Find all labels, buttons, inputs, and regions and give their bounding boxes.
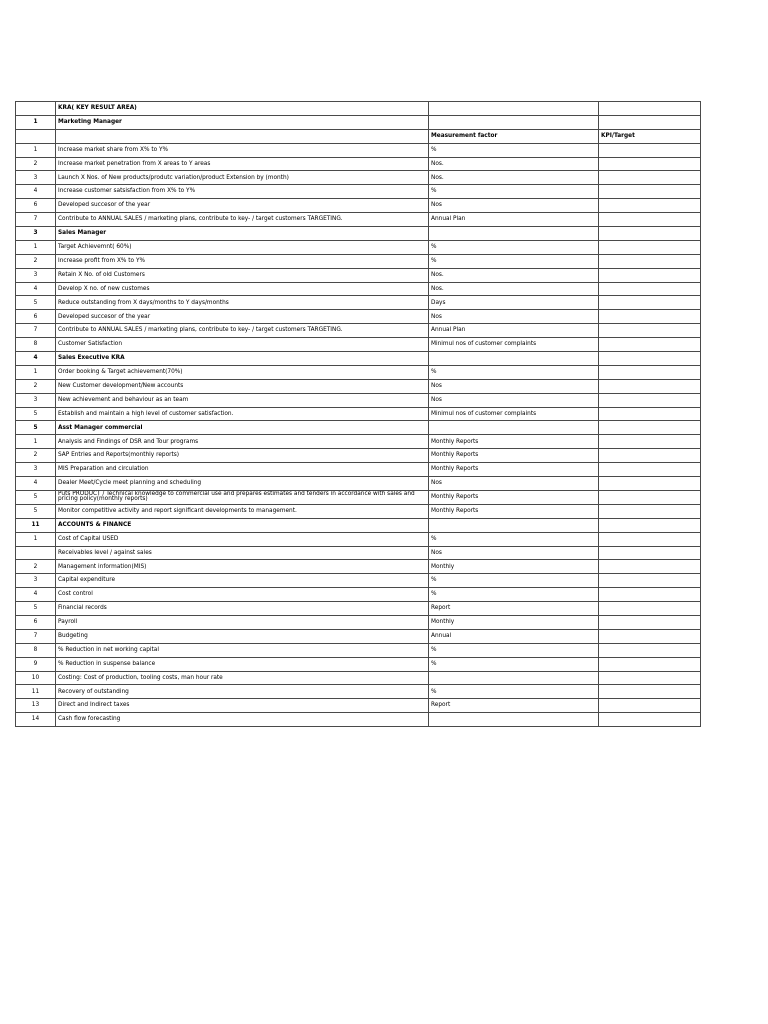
table-row [16,365,701,379]
measurement-factor: Monthly Reports [429,435,599,449]
kpi-target [599,532,701,546]
measurement-factor: Nos. [429,157,599,171]
measurement-factor: Monthly Reports [429,504,599,518]
item-number: 5 [16,407,56,421]
measurement-factor: Nos. [429,171,599,185]
measurement-factor: % [429,657,599,671]
kpi-target [599,574,701,588]
kra-description: New achievement and behaviour as an team [56,393,429,407]
table-row [16,588,701,602]
table-row [16,574,701,588]
item-number: 1 [16,143,56,157]
measurement-factor: % [429,532,599,546]
kpi-target [599,588,701,602]
kra-description: Retain X No. of old Customers [56,268,429,282]
measurement-factor: Monthly [429,560,599,574]
measurement-factor [429,518,599,532]
item-number: 11 [16,685,56,699]
kra-sheet [15,101,701,727]
kpi-target [599,685,701,699]
section-number: 1 [16,115,56,129]
item-number: 5 [16,296,56,310]
measurement-factor: Nos [429,379,599,393]
table-row [16,240,701,254]
table-row [16,699,701,713]
item-number: 9 [16,657,56,671]
item-number: 6 [16,310,56,324]
table-row [16,282,701,296]
table-row [16,407,701,421]
item-number: 5 [16,504,56,518]
section-title: Marketing Manager [56,115,429,129]
kpi-target [599,143,701,157]
kpi-target [599,421,701,435]
section-number: 5 [16,421,56,435]
section-row [16,115,701,129]
measurement-factor: % [429,643,599,657]
kra-description: Order booking & Target achievement(70%) [56,365,429,379]
kra-description: Customer Satisfaction [56,338,429,352]
section-number: 4 [16,352,56,366]
item-number: 1 [16,435,56,449]
item-number: 6 [16,199,56,213]
kpi-target [599,671,701,685]
kpi-target [599,449,701,463]
kpi-target [599,393,701,407]
kpi-target [599,310,701,324]
kpi-target [599,435,701,449]
item-number: 14 [16,713,56,727]
item-number: 2 [16,157,56,171]
kra-description: Analysis and Findings of DSR and Tour programs [56,435,429,449]
kpi-target [599,199,701,213]
kra-description: Increase market share from X% to Y% [56,143,429,157]
measurement-factor: Monthly Reports [429,449,599,463]
kpi-target [599,324,701,338]
kra-description: Direct and Indirect taxes [56,699,429,713]
kra-description: Receivables level / against sales [56,546,429,560]
measurement-factor [429,671,599,685]
measurement-factor [429,713,599,727]
kpi-target [599,185,701,199]
kpi-target [599,643,701,657]
measurement-factor: % [429,240,599,254]
measurement-factor: % [429,185,599,199]
section-row [16,352,701,366]
section-title: Sales Executive KRA [56,352,429,366]
kpi-target [599,699,701,713]
kpi-target [599,213,701,227]
table-row [16,532,701,546]
measurement-factor: Annual [429,629,599,643]
kpi-target [599,546,701,560]
measurement-factor: % [429,365,599,379]
table-row [16,143,701,157]
measurement-factor: Nos [429,393,599,407]
kpi-target [599,657,701,671]
kpi-target [599,171,701,185]
kra-description: Puts PRODUCT / Technical knowledge to commercial use and prepares estimates and tenders in accordance with sales and pricing policy(monthly reports) [56,490,429,504]
table-row [16,268,701,282]
measurement-factor: Nos. [429,268,599,282]
table-row [16,657,701,671]
kra-description: Developed succesor of the year [56,199,429,213]
measurement-factor: % [429,143,599,157]
item-number: 4 [16,185,56,199]
item-number: 2 [16,254,56,268]
item-number: 13 [16,699,56,713]
kpi-target [599,352,701,366]
measurement-factor [429,227,599,241]
kra-description: Developed succesor of the year [56,310,429,324]
kra-description: % Reduction in net working capital [56,643,429,657]
item-number: 1 [16,240,56,254]
title-row [16,102,701,116]
kra-description: Recovery of outstanding [56,685,429,699]
kpi-target [599,615,701,629]
kra-description: Monitor competitive activity and report significant developments to management. [56,504,429,518]
measurement-factor: % [429,588,599,602]
item-number [16,546,56,560]
table-row [16,477,701,491]
measurement-factor: Monthly Reports [429,490,599,504]
blank-cell [16,129,56,143]
kra-description: Target Achievemnt( 60%) [56,240,429,254]
kra-description: New Customer development/New accounts [56,379,429,393]
table-row [16,463,701,477]
item-number: 7 [16,629,56,643]
kra-description: Financial records [56,602,429,616]
measurement-factor: Report [429,602,599,616]
measurement-factor: Nos [429,199,599,213]
table-row [16,324,701,338]
item-number: 7 [16,324,56,338]
measurement-factor [429,352,599,366]
item-number: 3 [16,463,56,477]
kra-description: Dealer Meet/Cycle meet planning and scheduling [56,477,429,491]
item-number: 1 [16,532,56,546]
measurement-factor: Nos [429,546,599,560]
measurement-factor: Minimul nos of customer complaints [429,407,599,421]
section-title: ACCOUNTS & FINANCE [56,518,429,532]
kpi-target [599,282,701,296]
kpi-target [599,254,701,268]
item-number: 3 [16,171,56,185]
measurement-factor: % [429,254,599,268]
kpi-target [599,296,701,310]
measurement-factor: Days [429,296,599,310]
table-row [16,199,701,213]
item-number: 5 [16,490,56,504]
table-row [16,185,701,199]
blank-cell [16,102,56,116]
table-row [16,504,701,518]
section-row [16,421,701,435]
kpi-target [599,518,701,532]
kpi-target [599,560,701,574]
measurement-factor: Nos [429,477,599,491]
kra-description: Costing: Cost of production, tooling costs, man hour rate [56,671,429,685]
kpi-target [599,379,701,393]
measurement-factor [429,421,599,435]
kra-description: MIS Preparation and circulation [56,463,429,477]
item-number: 1 [16,365,56,379]
kra-description: Establish and maintain a high level of customer satisfaction. [56,407,429,421]
table-row [16,171,701,185]
kpi-target-header: KPI/Target [599,129,701,143]
item-number: 2 [16,560,56,574]
kra-description: Contribute to ANNUAL SALES / marketing plans, contribute to key- / target customers TARGETING. [56,324,429,338]
section-row [16,227,701,241]
measurement-factor: Annual Plan [429,213,599,227]
item-number: 3 [16,268,56,282]
measurement-factor: Nos. [429,282,599,296]
table-row [16,449,701,463]
kpi-target [599,490,701,504]
kra-description: Cash flow forecasting [56,713,429,727]
section-number: 3 [16,227,56,241]
kra-description: Payroll [56,615,429,629]
kra-description: Increase profit from X% to Y% [56,254,429,268]
measurement-factor: % [429,685,599,699]
kra-description: Increase market penetration from X areas to Y areas [56,157,429,171]
item-number: 5 [16,602,56,616]
kra-description: Develop X no. of new customes [56,282,429,296]
kpi-target [599,463,701,477]
kra-table [15,101,701,727]
kra-description: Cost of Capital USED [56,532,429,546]
kra-description: Management information(MIS) [56,560,429,574]
table-row [16,296,701,310]
table-row [16,338,701,352]
blank-cell [56,129,429,143]
item-number: 4 [16,477,56,491]
item-number: 6 [16,615,56,629]
table-row [16,546,701,560]
kpi-target [599,477,701,491]
kra-description: Budgeting [56,629,429,643]
kra-description: SAP Entries and Reports(monthly reports) [56,449,429,463]
kpi-target [599,407,701,421]
kpi-target [599,629,701,643]
kpi-target [599,240,701,254]
item-number: 8 [16,643,56,657]
measurement-factor: Annual Plan [429,324,599,338]
blank-cell [429,102,599,116]
item-number: 4 [16,282,56,296]
kra-description: % Reduction in suspense balance [56,657,429,671]
kra-description: Contribute to ANNUAL SALES / marketing plans, contribute to key- / target customers TARGETING. [56,213,429,227]
blank-cell [599,102,701,116]
measurement-factor: Nos [429,310,599,324]
section-title: Sales Manager [56,227,429,241]
measurement-factor: Report [429,699,599,713]
kpi-target [599,713,701,727]
kra-description: Capital expenditure [56,574,429,588]
kpi-target [599,602,701,616]
kpi-target [599,365,701,379]
table-row [16,629,701,643]
kra-description: Cost control [56,588,429,602]
kra-description: Increase customer satsisfaction from X% to Y% [56,185,429,199]
table-row [16,393,701,407]
table-row [16,213,701,227]
measurement-factor-header: Measurement factor [429,129,599,143]
table-row [16,602,701,616]
kpi-target [599,268,701,282]
measurement-factor: % [429,574,599,588]
item-number: 4 [16,588,56,602]
table-row [16,379,701,393]
kra-description: Launch X Nos. of New products/produtc variation/product Extension by (month) [56,171,429,185]
kpi-target [599,157,701,171]
table-row [16,490,701,504]
kra-description: Reduce outstanding from X days/months to Y days/months [56,296,429,310]
table-row [16,685,701,699]
table-row [16,254,701,268]
measurement-factor: Monthly [429,615,599,629]
kra-title: KRA( KEY RESULT AREA) [56,102,429,116]
table-row [16,560,701,574]
section-number: 11 [16,518,56,532]
table-row [16,671,701,685]
item-number: 2 [16,379,56,393]
table-row [16,643,701,657]
measurement-factor: Minimul nos of customer complaints [429,338,599,352]
table-row [16,713,701,727]
item-number: 3 [16,393,56,407]
blank-cell [429,115,599,129]
measurement-factor: Monthly Reports [429,463,599,477]
item-number: 7 [16,213,56,227]
item-number: 3 [16,574,56,588]
item-number: 8 [16,338,56,352]
kpi-target [599,504,701,518]
table-row [16,157,701,171]
kpi-target [599,338,701,352]
section-row [16,518,701,532]
table-row [16,435,701,449]
item-number: 2 [16,449,56,463]
kpi-target [599,227,701,241]
section-title: Asst Manager commercial [56,421,429,435]
table-row [16,615,701,629]
blank-cell [599,115,701,129]
table-row [16,310,701,324]
item-number: 10 [16,671,56,685]
column-header-row [16,129,701,143]
